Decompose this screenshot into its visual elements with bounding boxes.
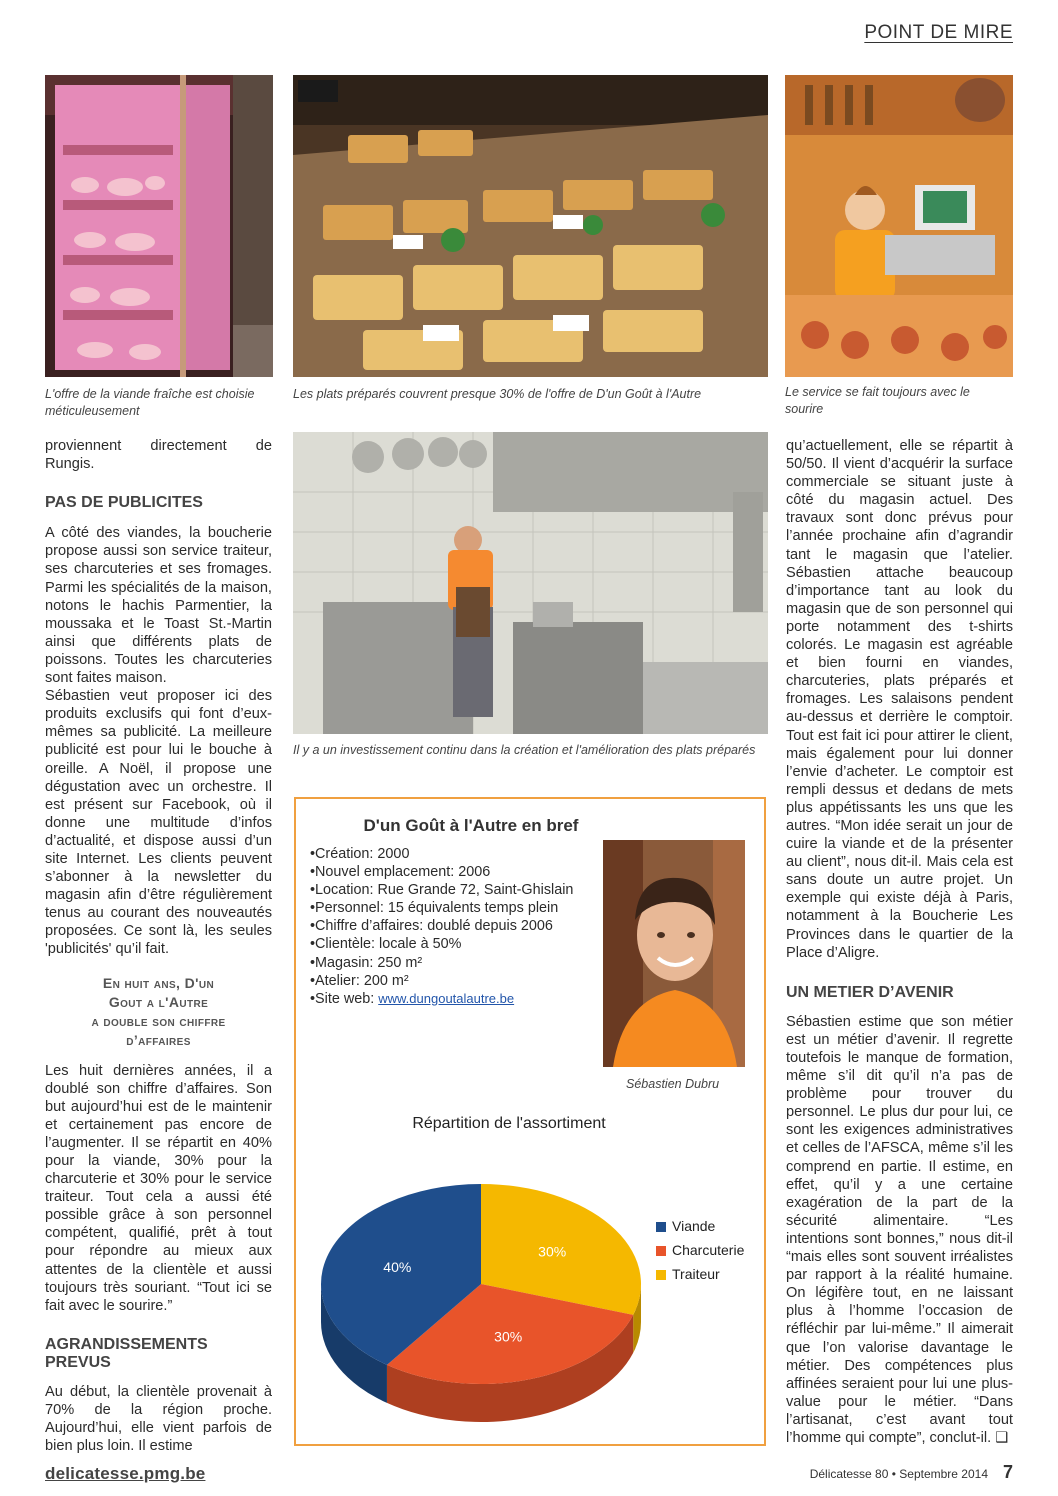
meat-display-photo — [45, 75, 273, 377]
end-mark-icon: ❑ — [995, 1429, 1009, 1446]
left-paragraph-1: proviennent directement de Rungis. — [45, 438, 272, 473]
heading-pas-de-publicites: PAS DE PUBLICITES — [45, 494, 203, 512]
fact-item: •Location: Rue Grande 72, Saint-Ghislain — [310, 882, 574, 899]
right-paragraph-2: Sébastien estime que son métier est un métier d’avenir. Il regrette toutefois le manque de formation, même s’il dit qu’il n’a pas de problème pour trouver du personnel. Le plus dur pour lui, ce sont les exigences administratives et celles de l’AFSCA, même s’il les comprend en partie. Il estime, en effet, qu’il y a une certaine exagération de la part de la sécurité alimentaire. “Les intentions sont bonnes,” nous dit-il “mais elles sont souvent irréalistes par rapport à la réalité humaine. On légifère tout, en ne laissant plus à l’homme l’occasion de réfléchir par lui-même.” Il aimerait que l’on valorise davantage le métier. Des compétences plus affinées seraient pour lui une plus-value pour le métier. “Dans l’artisanat, c’est avant tout l’homme qui compte”, conclut-il. ❑ — [786, 1013, 1013, 1446]
pie-label-traiteur: 30% — [538, 1243, 567, 1260]
portrait-photo — [603, 840, 745, 1067]
facts-list — [310, 845, 573, 1008]
meat-photo-caption: L'offre de la viande fraîche est choisie méticuleusement — [45, 387, 255, 418]
fact-item: •Nouvel emplacement: 2006 — [310, 864, 491, 881]
pull-quote-line-1: En huit ans, D'un — [102, 974, 215, 991]
chart-title: Répartition de l'assortiment — [412, 1115, 606, 1132]
service-photo-caption: Le service se fait toujours avec le sourire — [785, 385, 970, 416]
legend-label-charcuterie: Charcuterie — [672, 1242, 745, 1258]
fact-item: •Personnel: 15 équivalents temps plein — [310, 900, 559, 917]
pull-quote-line-2: Gout a l'Autre — [108, 993, 209, 1010]
pull-quote — [45, 974, 272, 1050]
section-tag: POINT DE MIRE — [864, 22, 1013, 43]
fact-item-website — [310, 990, 573, 1008]
fact-item: •Atelier: 200 m² — [310, 972, 409, 989]
service-photo — [785, 75, 1013, 377]
legend-swatch-charcuterie — [656, 1246, 666, 1256]
dishes-photo-caption: Les plats préparés couvrent presque 30% de l'offre de D'un Goût à l'Autre — [293, 387, 702, 401]
website-link[interactable]: www.dungoutalautre.be — [378, 990, 515, 1006]
prepared-dishes-photo — [293, 75, 768, 377]
legend-swatch-traiteur — [656, 1270, 666, 1280]
info-box — [294, 797, 766, 1446]
info-box-title: D'un Goût à l'Autre en bref — [363, 816, 579, 835]
left-paragraph-5: Au début, la clientèle provenait à 70% de la région proche. Aujourd’hui, elle vient parfois de bien plus loin. Il estime — [45, 1384, 272, 1455]
kitchen-photo — [293, 432, 768, 734]
fact-item: •Magasin: 250 m² — [310, 954, 423, 971]
left-paragraph-2: A côté des viandes, la boucherie propose aussi son service traiteur, ses charcuteries et ses fromages. Parmi les spécialités de la maison, notons le hachis Parmentier, la moussaka et le Toast St.-Martin ainsi que différents plats de poissons. Toutes les charcuteries sont faites maison. — [45, 525, 272, 687]
pie-label-charcuterie: 30% — [494, 1328, 523, 1345]
legend-label-viande: Viande — [672, 1218, 716, 1234]
heading-un-metier-davenir: UN METIER D’AVENIR — [786, 983, 954, 1001]
assortment-chart — [296, 1104, 764, 1434]
fact-item: •Chiffre d’affaires: doublé depuis 2006 — [310, 918, 553, 935]
pie-label-viande: 40% — [383, 1259, 412, 1276]
legend-label-traiteur: Traiteur — [672, 1266, 720, 1282]
page-number: 7 — [1002, 1462, 1013, 1482]
legend-swatch-viande — [656, 1222, 666, 1232]
left-paragraph-3: Sébastien veut proposer ici des produits exclusifs qui font d’eux-mêmes sa publicité. La meilleure publicité est pour lui le bouche à oreille. A Noël, il propose une dégustation avec un orchestre. Il est présent sur Facebook, où il donne une multitude d’infos d’actualité, et dispose aussi d’un site Internet. Les clients peuvent s’abonner à la newsletter du magasin afin d’être régulièrement tenus au courant des nouveautés proposées. Ce sont là, les seules 'publicités' qu’il fait. — [45, 688, 272, 958]
heading-agrandissements-prevus: AGRANDISSEMENTS PREVUS — [45, 1335, 208, 1371]
website-label: •Site web: — [310, 990, 379, 1007]
footer-website[interactable]: delicatesse.pmg.be — [45, 1464, 206, 1483]
pull-quote-line-4: d’affaires — [126, 1031, 191, 1048]
left-column — [45, 437, 272, 1455]
kitchen-photo-caption: Il y a un investissement continu dans la création et l'amélioration des plats préparés — [293, 743, 756, 757]
portrait-caption: Sébastien Dubru — [626, 1077, 720, 1091]
right-paragraph-1: qu’actuellement, elle se répartit à 50/50. Il vient d’acquérir la surface commerciale se situant juste à côté du magasin actuel. Des travaux sont donc prévus pour l’année prochaine afin d’agrandir tant le magasin que l’atelier. Sébastien attache beaucoup d’importance tant au look du magasin que de son personnel qui porte notamment des t-shirts colorés. Le magasin est agréable et bien fourni en viandes, charcuteries, plats préparés et fromages. Les salaisons pendent au-dessus et derrière le comptoir. Tout est fait ici pour attirer le client, mais également pour lui donner l’envie d’acheter. Le comptoir est rempli dessus et dedans de mets plus appétissants les uns que les autres. “Mon idée serait un jour de cuire la viande et de la présenter au client”, nous dit-il. Mais cela est sans doute un autre projet. Un exemple qui existe déjà à Paris, notamment à la Boucherie Les Provinces dans le quartier de la Place d’Aligre. — [786, 438, 1013, 961]
fact-item: •Création: 2000 — [310, 846, 410, 862]
left-paragraph-4: Les huit dernières années, il a doublé son chiffre d’affaires. Son but aujourd’hui est de le maintenir et certainement pas encore de l’augmenter. Il se répartit en 40% pour la viande, 30% pour la charcuterie et 30% pour le service traiteur. Tout cela a aussi été possible grâce à son personnel compétent, qualifié, prêt à tout pour répondre au mieux aux attentes de la clientèle et aussi toujours très souriant. “Tout ici se fait avec le sourire.” — [45, 1062, 272, 1314]
right-column — [786, 437, 1013, 1447]
pull-quote-line-3: a double son chiffre — [91, 1012, 226, 1029]
fact-item: •Clientèle: locale à 50% — [310, 936, 462, 953]
footer-issue: Délicatesse 80 • Septembre 2014 — [809, 1467, 988, 1481]
